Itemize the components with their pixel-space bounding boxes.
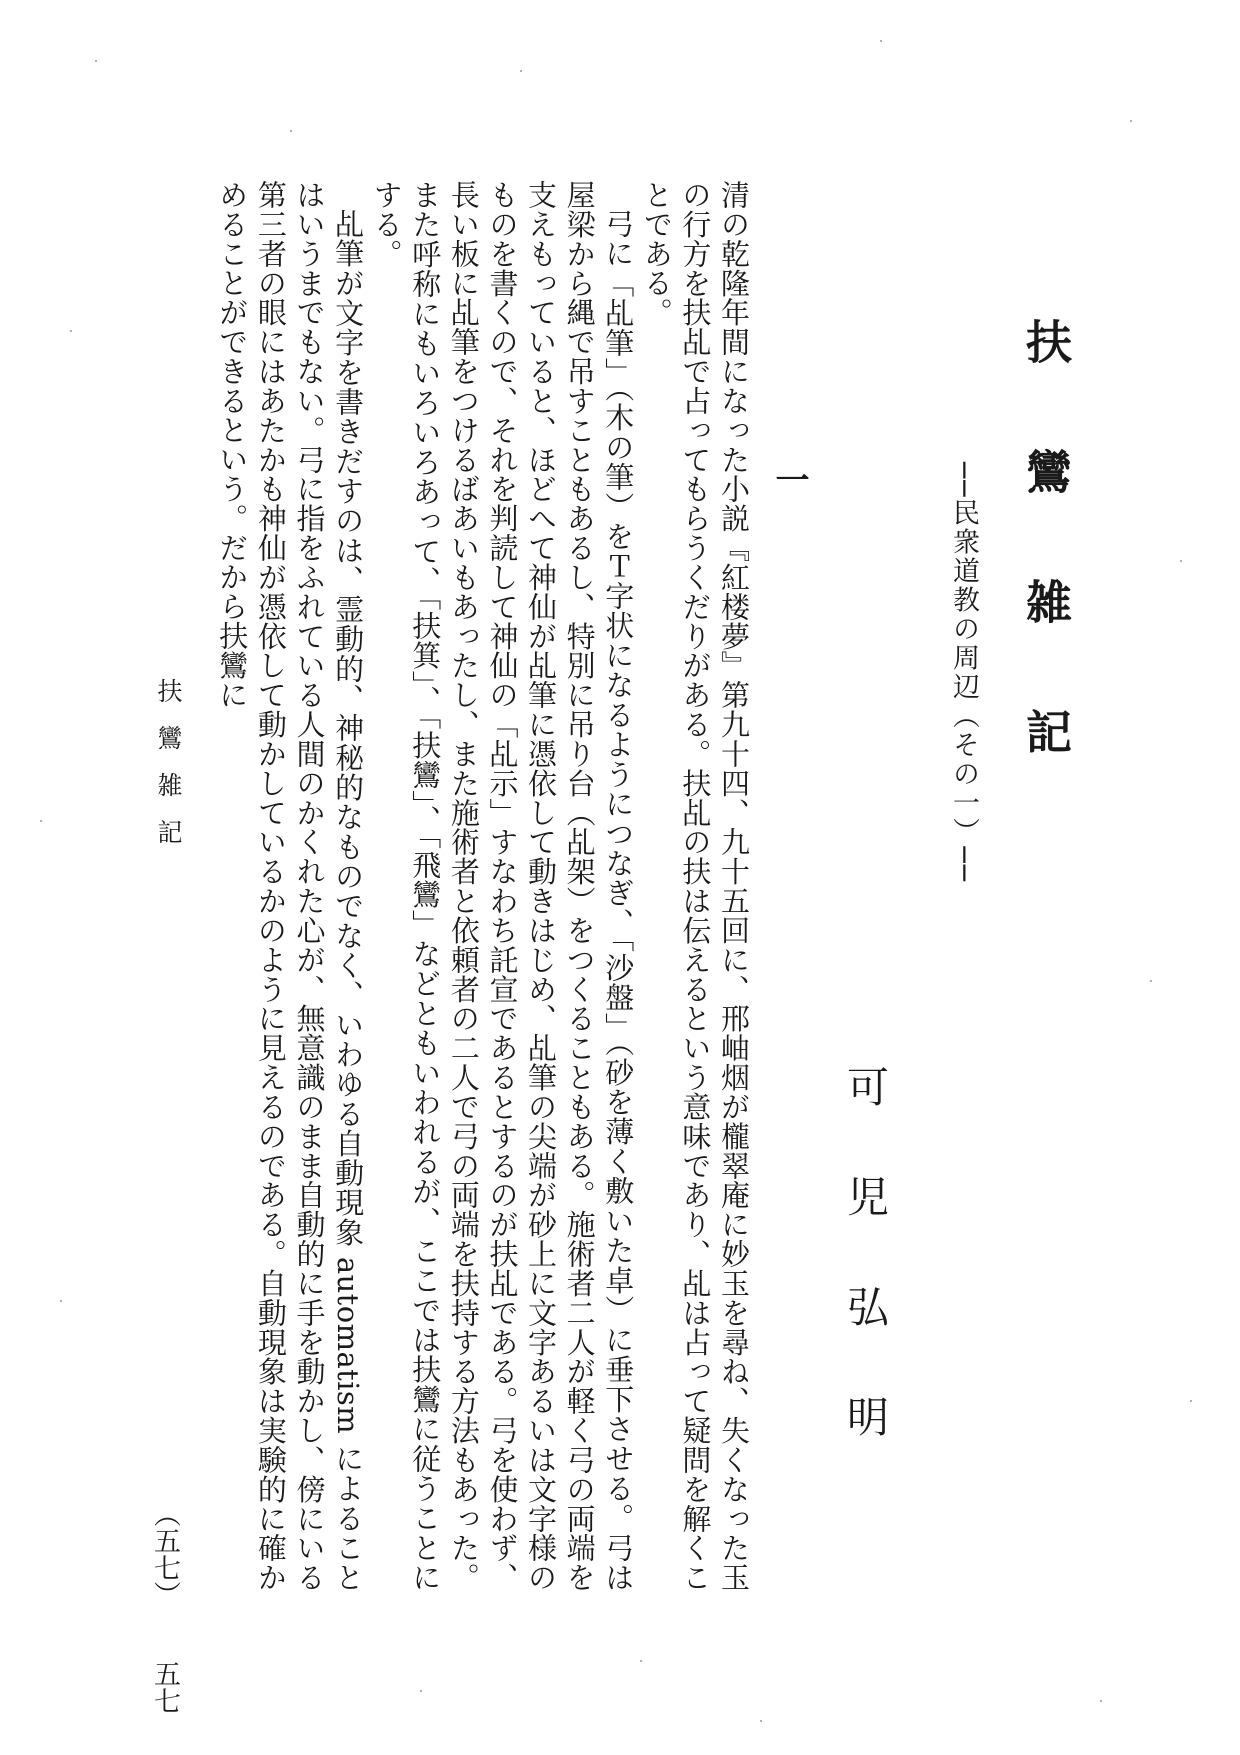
body-text	[215, 180, 753, 1592]
body-paragraph: 弓に「乩筆」（木の筆）をＴ字状になるようにつなぎ、「沙盤」（砂を薄く敷いた卓）に垂下させる。弓は屋梁から縄で吊すこともあるし、特別に吊り台（乩架）をつくることもある。施術者二人が軽く弓の両端を支えもっていると、ほどへて神仙が乩筆に憑依して動きはじめ、乩筆の尖端が砂上に文字あるいは文字様のものを書くので、それを判読して神仙の「乩示」すなわち託宣であるとするのが扶乩である。弓を使わず、長い板に乩筆をつけるばあいもあったし、また施術者と依頼者の二人で弓の両端を扶持する方法もあった。また呼称にもいろいろあって、「扶箕」、「扶鸞」、「飛鸞」などともいわれるが、ここでは扶鸞に従うことにする。	[369, 180, 636, 1592]
running-head: 扶鸞雑記	[154, 678, 183, 866]
article-title: 扶鸞雑記	[1019, 318, 1073, 838]
folio-number: 五七	[149, 1660, 180, 1714]
body-paragraph: 清の乾隆年間になった小説『紅楼夢』第九十四、九十五回に、邢岫烟が櫳翠庵に妙玉を尋ね、失くなった玉の行方を扶乩で占ってもらうくだりがある。扶乩の扶は伝えるという意味であり、乩は占って疑問を解くことである。	[639, 180, 751, 1592]
body-paragraph: 乩筆が文字を書きだすのは、霊動的、神秘的なものでなく、いわゆる自動現象 automatism によることはいうまでもない。弓に指をふれている人間のかくれた心が、無意識のまま自動的に手を動かし、傍にいる第三者の眼にはあたかも神仙が憑依して動かしているかのように見えるのである。自動現象は実験的に確かめることができるという。だから扶鸞に	[215, 180, 366, 1592]
folio-parenthetical: （五七）	[149, 1500, 180, 1608]
author-name: 可児弘明	[841, 1065, 890, 1505]
section-number: 一	[769, 462, 809, 496]
article-subtitle: ──民衆道教の周辺（その一）──	[948, 462, 979, 884]
